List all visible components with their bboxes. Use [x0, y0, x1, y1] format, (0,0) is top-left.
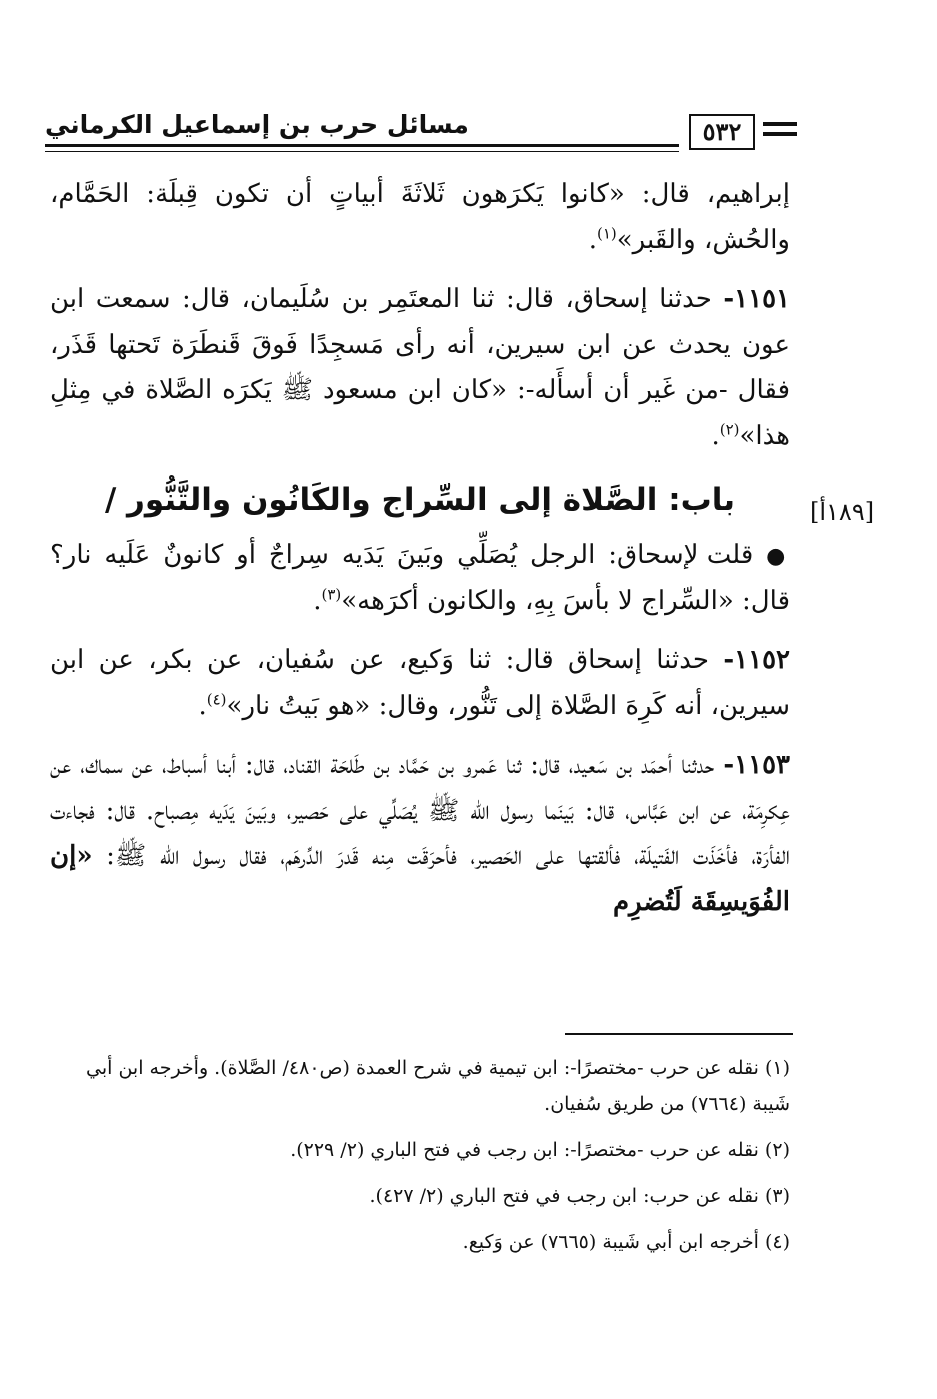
paragraph-continuation — [50, 172, 790, 263]
hadith-1151 — [50, 277, 790, 459]
folio-margin-note: [١٨٩أ] — [810, 498, 875, 526]
footnote: (١) نقله عن حرب -مختصرًا-: ابن تيمية في شرح العمدة (ص٤٨٠/ الصَّلاة). وأخرجه ابن أبي شَيبة (٧٦٦٤) من طريق سُفيان. — [86, 1057, 790, 1116]
header-dash — [763, 132, 797, 136]
bullet-icon: ● — [766, 544, 790, 570]
footnote-ref: (١) — [596, 223, 617, 242]
hadith-1152 — [50, 638, 790, 729]
footnote: (٤) أخرجه ابن أبي شَيبة (٧٦٦٥) عن وَكيع. — [462, 1231, 790, 1254]
paragraph-text: إبراهيم، قال: «كانوا يَكرَهون ثَلاثَةَ أبياتٍ أن تكون قِبلَة: الحَمَّام، والحُش، والقَبر» — [50, 179, 790, 255]
footnote-ref: (٤) — [206, 690, 227, 709]
paragraph-text: حدثنا إسحاق قال: ثنا وَكيع، عن سُفيان، عن بكر، عن ابن سيرين، أنه كَرِهَ الصَّلاة إلى تَنُّور، وقال: «هو بَيتُ نار» — [50, 645, 790, 721]
paragraph-text: حدثنا أحمَد بن سَعيد، قال: ثنا عَمرو بن حَمَّاد بن طَلحَة القناد، قال: أبنا أسباط، عن سماك، عن عِكرِمَة، عن ابن عَبَّاس، قال: بَينَما رسول الله ﷺ يُصَلِّي على حَصير، وبَينَ يَدَيه مِصباح. قال: فجاءت الفأرَة، فأخَذَت الفَتيلَة، فألقتها على الحَصير، فأحرَقَت مِنه قَدرَ الدِّرهَم، فقال رسول الله ﷺ: — [50, 750, 791, 872]
paragraph-text: حدثنا إسحاق، قال: ثنا المعتَمِر بن سُلَيمان، قال: سمعت ابن عون يحدث عن ابن سيرين، أنه رأى مَسجِدًا فَوقَ قَنطَرَة تَحتها قَذَر، فقال -من غَير أن أسأَله-: «كان ابن مسعود ﷺ يَكرَه الصَّلاة في مِثلِ هذا» — [50, 284, 790, 451]
footnote-separator — [565, 1033, 793, 1035]
header-rule — [45, 151, 679, 152]
question-paragraph — [50, 533, 790, 624]
footnote-ref: (٢) — [719, 419, 740, 438]
paragraph-tail: . — [198, 690, 207, 721]
hadith-number: ١١٥١- — [723, 284, 791, 314]
hadith-number: ١١٥٣- — [723, 750, 791, 781]
footnote: (٣) نقله عن حرب: ابن رجب في فتح الباري (٢/ ٤٢٧). — [369, 1185, 790, 1208]
header-rule — [45, 144, 679, 147]
paragraph-tail: . — [588, 224, 597, 255]
page-number: ٥٣٢ — [689, 114, 755, 150]
running-title: مسائل حرب بن إسماعيل الكرماني — [45, 110, 469, 139]
hadith-number: ١١٥٢- — [723, 645, 791, 676]
main-text — [50, 172, 790, 939]
chapter-heading: باب: الصَّلاة إلى السِّراج والكَانُون والتَّنُّور / — [104, 482, 736, 518]
hadith-1153 — [50, 743, 790, 925]
header-dash — [763, 122, 797, 126]
footnotes — [50, 1050, 790, 1270]
paragraph-tail: . — [711, 420, 720, 451]
footnote-ref: (٣) — [321, 585, 342, 604]
quoted-saying: «إن الفُوَيسِقَة لَتُضرِم — [50, 841, 790, 917]
paragraph-text: قلت لإسحاق: الرجل يُصَلِّي وبَينَ يَدَيه سِراجٌ أو كانونٌ عَلَيه نار؟ قال: «السِّراج لا بأسَ بِهِ، والكانون أكرَهه» — [50, 540, 790, 616]
footnote: (٢) نقله عن حرب -مختصرًا-: ابن رجب في فتح الباري (٢/ ٢٢٩). — [290, 1139, 790, 1162]
paragraph-tail: . — [313, 585, 322, 616]
page-header — [45, 108, 797, 158]
